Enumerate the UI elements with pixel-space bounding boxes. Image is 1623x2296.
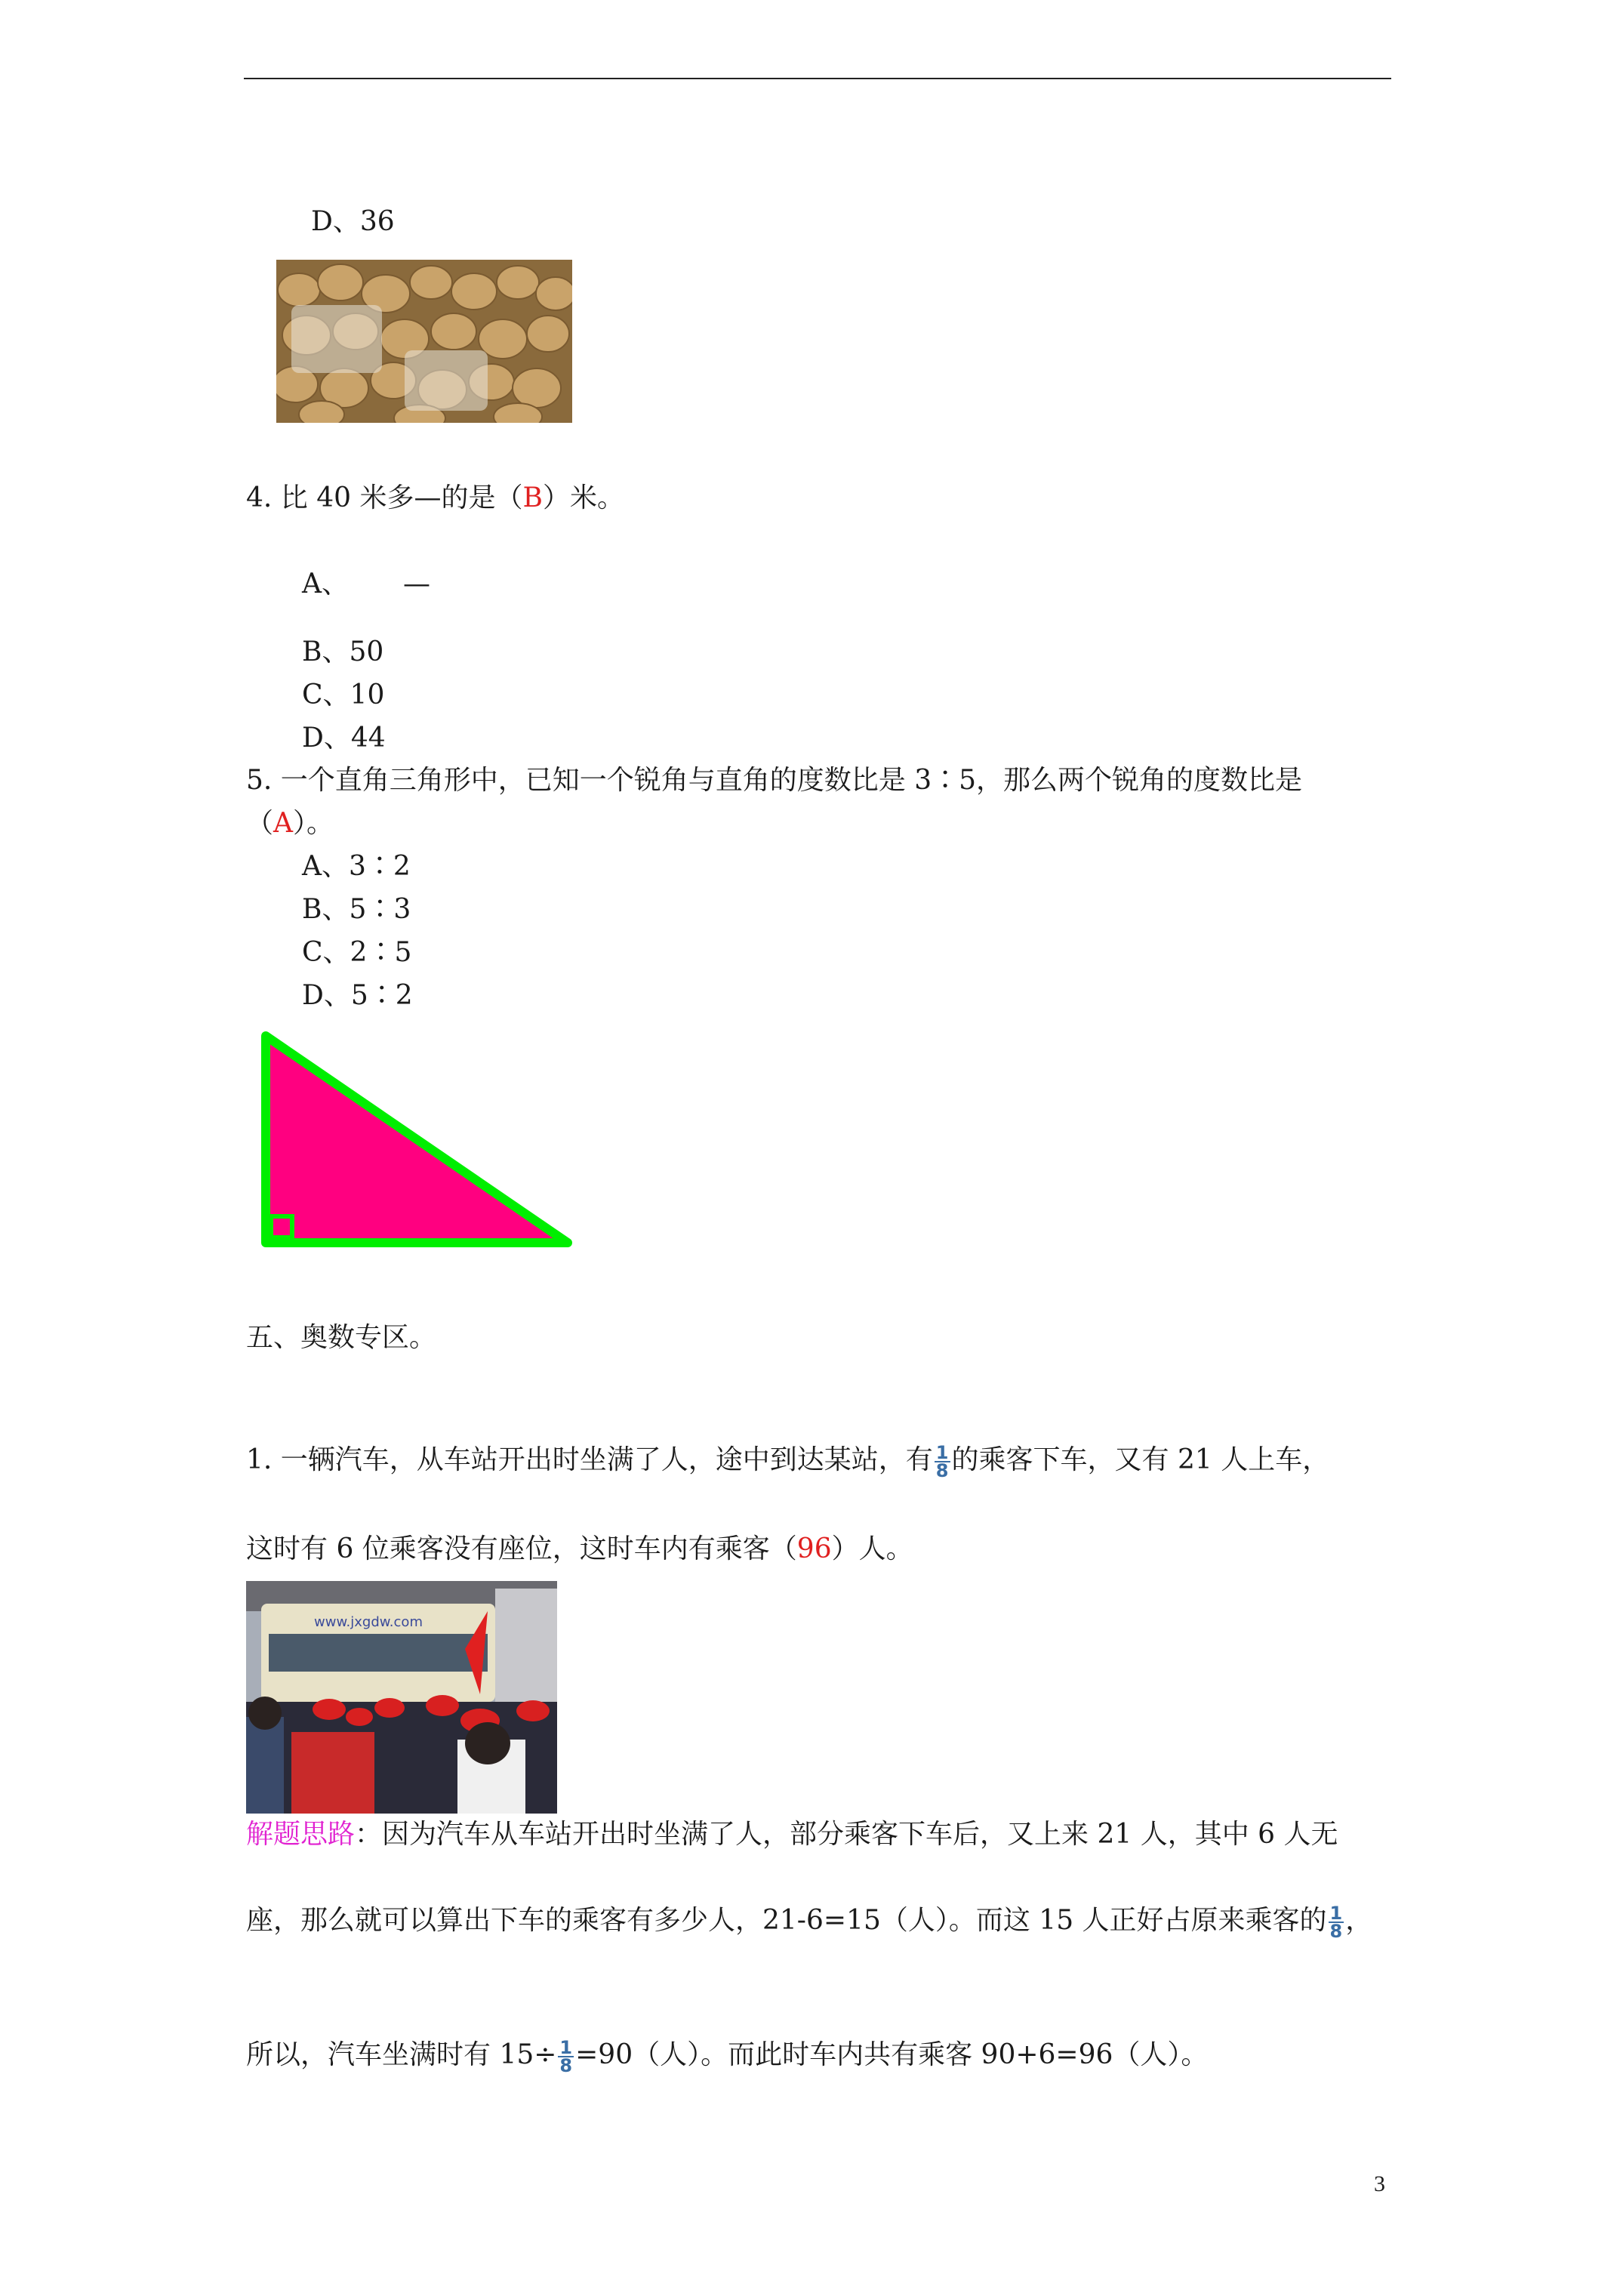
q5-stem-line2: （A）。 [246,808,334,839]
solution-line1: 解题思路：因为汽车从车站开出时坐满了人，部分乘客下车后，又上来 21 人，其中 6 人无 [246,1819,1338,1850]
right-triangle-figure [257,1027,581,1253]
section5-heading: 五、奥数专区。 [246,1322,437,1353]
s5-q1-answer: 96 [796,1533,832,1564]
solution-line3: 所以，汽车坐满时有 15÷ $\frac{1}{8}$ =90（人）。而此时车内共有乘客 90+6=96（人）。 [246,2037,1209,2076]
q5-option-a: A、3∶2 [302,851,411,882]
header-rule [244,78,1391,79]
right-triangle [266,1036,568,1243]
q4-stem: 4. 比 40 米多—的是（B）米。 [246,482,624,513]
bus-sign-text: www.jxgdw.com [314,1614,423,1630]
q3-option-d: D、36 [311,206,395,237]
q4-option-d: D、44 [302,723,386,754]
s5-q1-line2: 这时有 6 位乘客没有座位，这时车内有乘客（96）人。 [246,1533,913,1564]
fraction-one-eighth: $\frac{1}{8}$ [1329,1903,1343,1942]
bus-crowd-photo [246,1581,557,1817]
q4-option-b: B、50 [302,636,384,667]
q5-answer: A [273,808,294,839]
q4-answer: B [522,482,543,513]
potatoes-photo [276,260,572,423]
page-number: 3 [1374,2171,1385,2196]
fraction-one-eighth: $\frac{1}{8}$ [559,2037,573,2076]
q4-option-a: A、 — [302,569,430,599]
solution-label: 解题思路 [246,1819,356,1850]
fraction-one-eighth: $\frac{1}{8}$ [935,1442,949,1481]
q5-stem-line1: 5. 一个直角三角形中，已知一个锐角与直角的度数比是 3∶5，那么两个锐角的度数比是 [246,765,1303,796]
q4-option-c: C、10 [302,680,385,710]
s5-q1-line1: 1. 一辆汽车，从车站开出时坐满了人，途中到达某站，有 $\frac{1}{8}$ 的乘客下车，又有 21 人上车， [246,1442,1330,1481]
q5-option-c: C、2∶5 [302,937,412,968]
q5-option-b: B、5∶3 [302,894,411,925]
q5-option-d: D、5∶2 [302,980,413,1011]
solution-line2: 座，那么就可以算出下车的乘客有多少人，21-6=15（人）。而这 15 人正好占原来乘客的 $\frac{1}{8}$ ， [246,1903,1373,1942]
